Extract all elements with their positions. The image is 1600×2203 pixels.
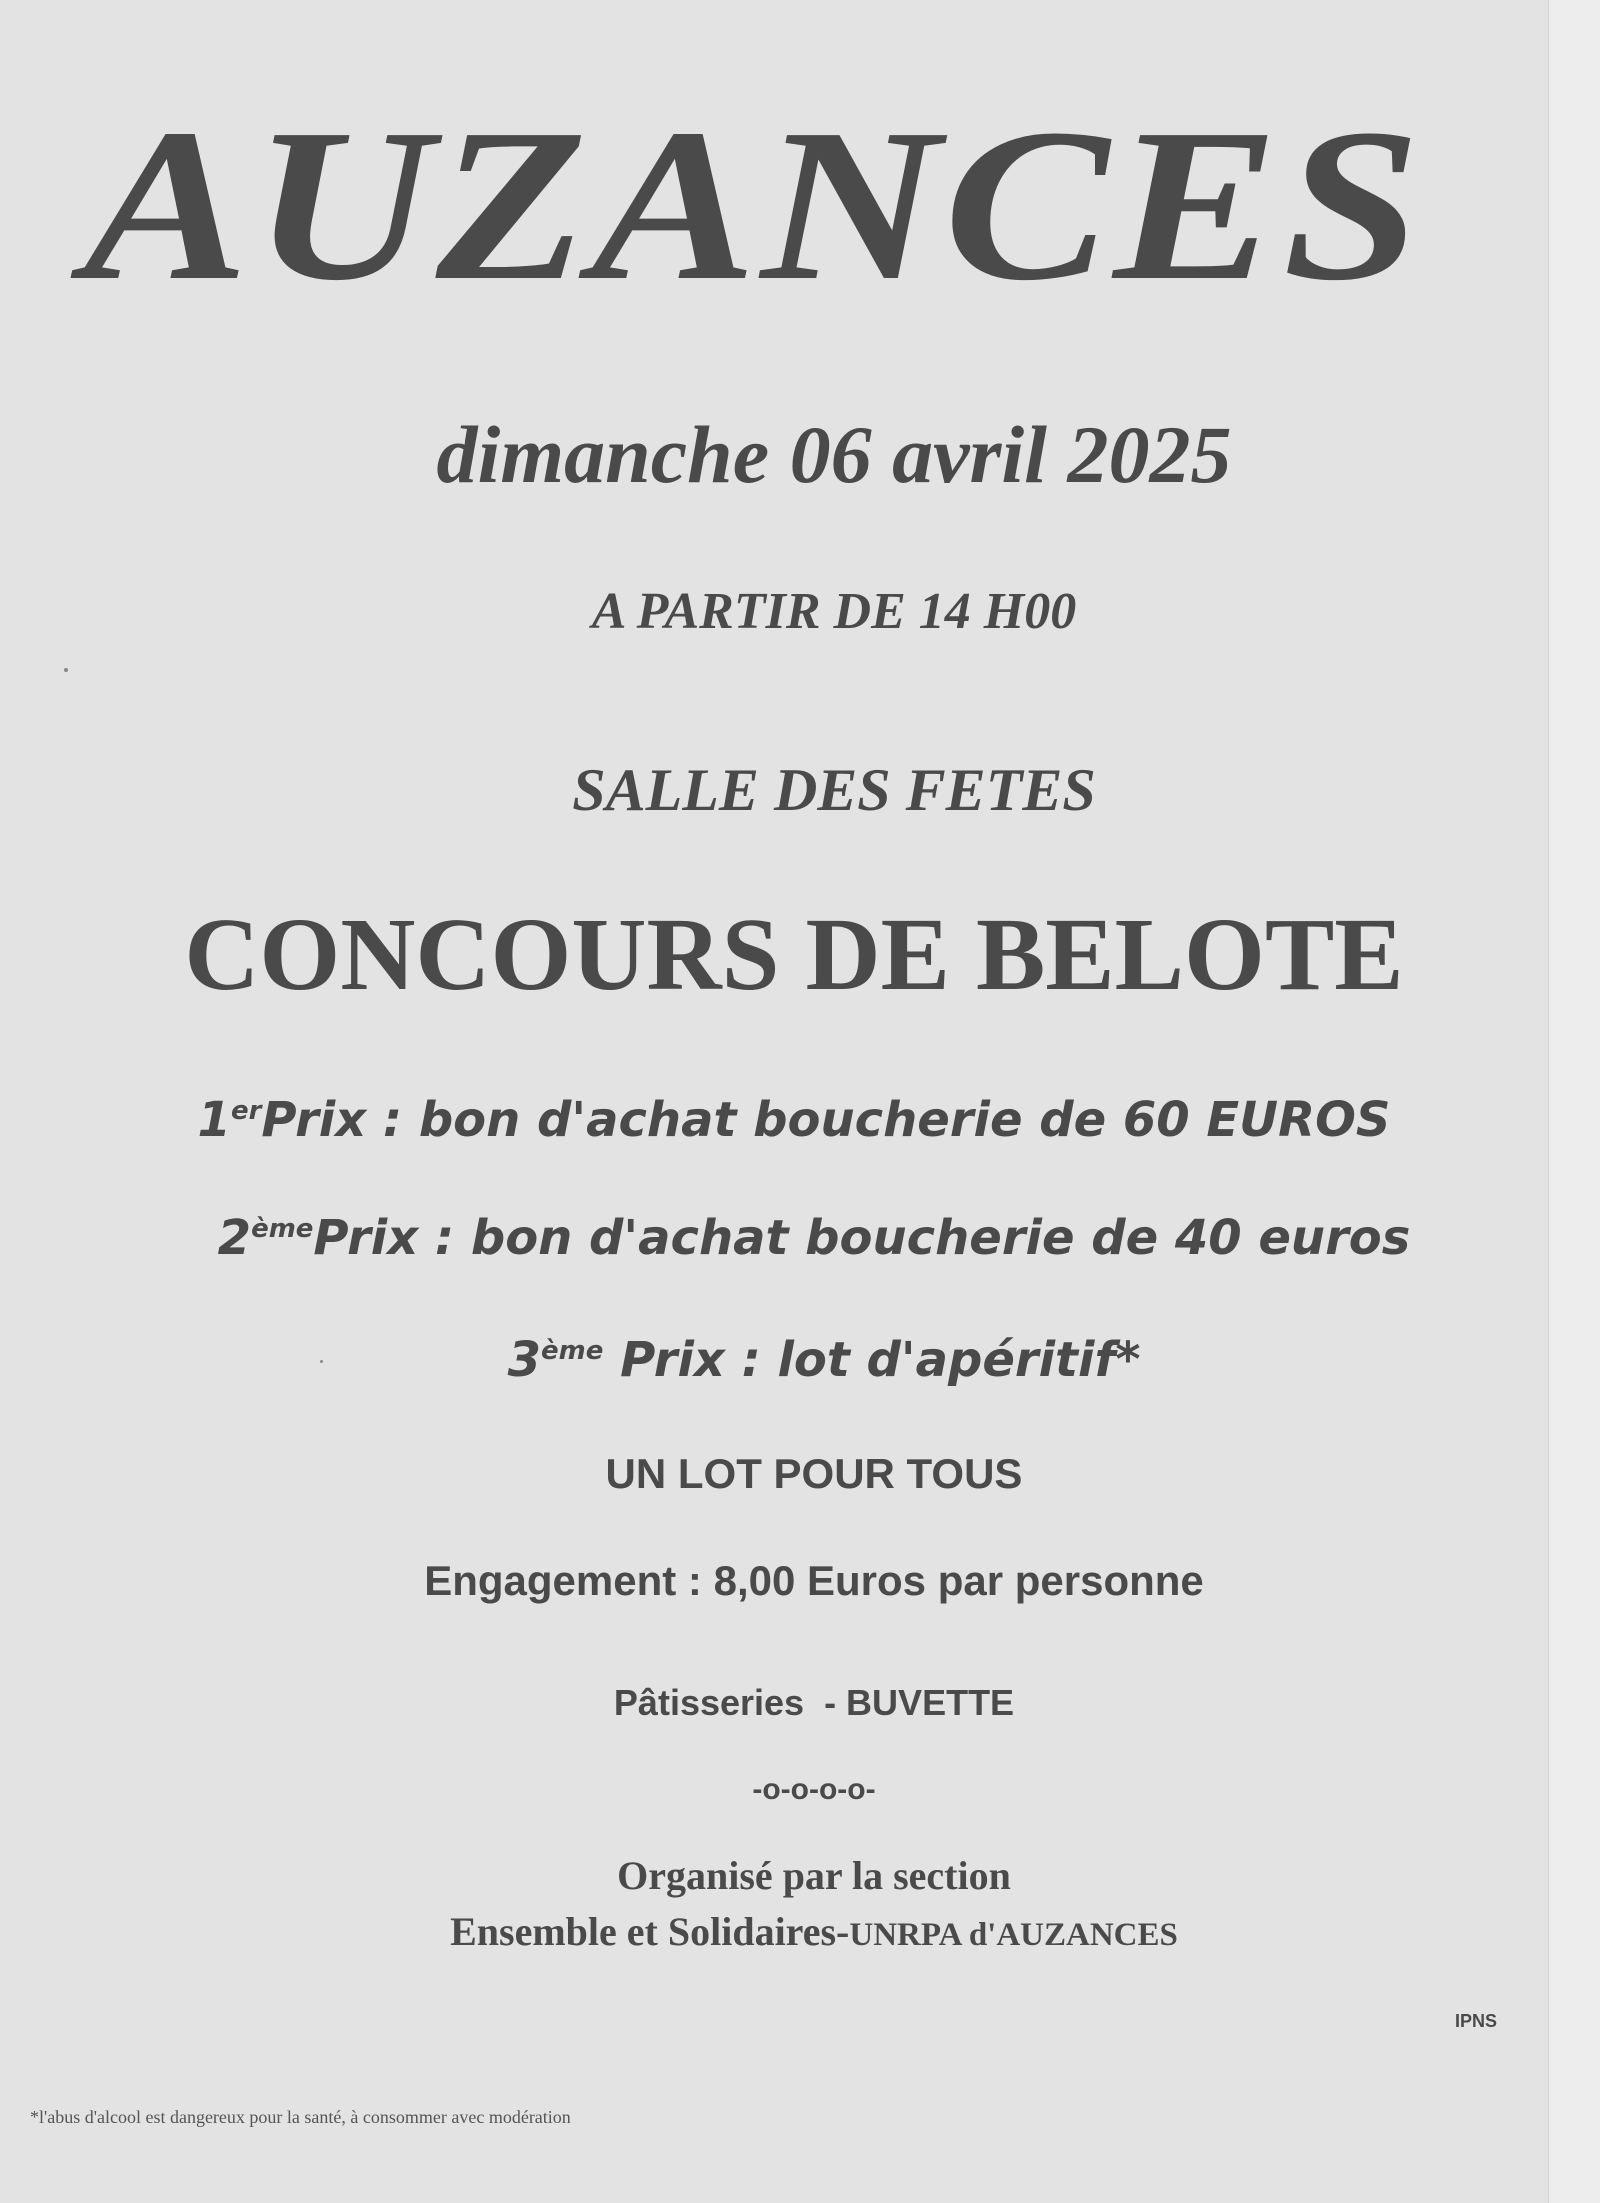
prize-second [40,1208,1588,1268]
refreshments-line: Pâtisseries - BUVETTE [613,1682,1015,1723]
prize-rank: 2 [217,1210,252,1266]
event-name: CONCOURS DE BELOTE [184,897,1404,1012]
organizer-line-2 [40,1908,1588,1959]
organizer-group: Ensemble et Solidaires- [450,1909,850,1954]
prize-first [20,1090,1568,1150]
prize-rank-suffix: ème [251,1214,314,1244]
event-venue: SALLE DES FETES [572,757,1096,823]
event-time: A PARTIR DE 14 H00 [591,583,1077,640]
organizer-line-1: Organisé par la section [617,1853,1011,1898]
prize-rank-suffix: er [230,1096,262,1126]
prize-third [50,1330,1598,1390]
prize-rank: 3 [507,1332,541,1388]
organizer-section: UNRPA d'AUZANCES [849,1917,1178,1953]
entry-fee: Engagement : 8,00 Euros par personne [424,1557,1204,1604]
prize-rank: 1 [197,1092,231,1148]
prize-text: Prix : bon d'achat boucherie de 60 EUROS [261,1092,1391,1148]
paper-edge [1548,0,1600,2203]
lot-for-all: UN LOT POUR TOUS [605,1450,1023,1497]
paper-speck [64,668,68,672]
prize-rank-suffix: ème [540,1336,604,1366]
prize-text: Prix : lot d'apéritif* [620,1332,1141,1388]
event-date: dimanche 06 avril 2025 [436,409,1232,500]
paper-speck [320,1360,323,1363]
prize-text: Prix : bon d'achat boucherie de 40 euros [313,1210,1411,1266]
ipns-mark: IPNS [1455,2011,1498,2031]
alcohol-footnote: *l'abus d'alcool est dangereux pour la santé, à consommer avec modération [30,2107,571,2127]
flyer-title: AUZANCES [83,83,1425,326]
separator-line: -o-o-o-o- [752,1773,876,1806]
